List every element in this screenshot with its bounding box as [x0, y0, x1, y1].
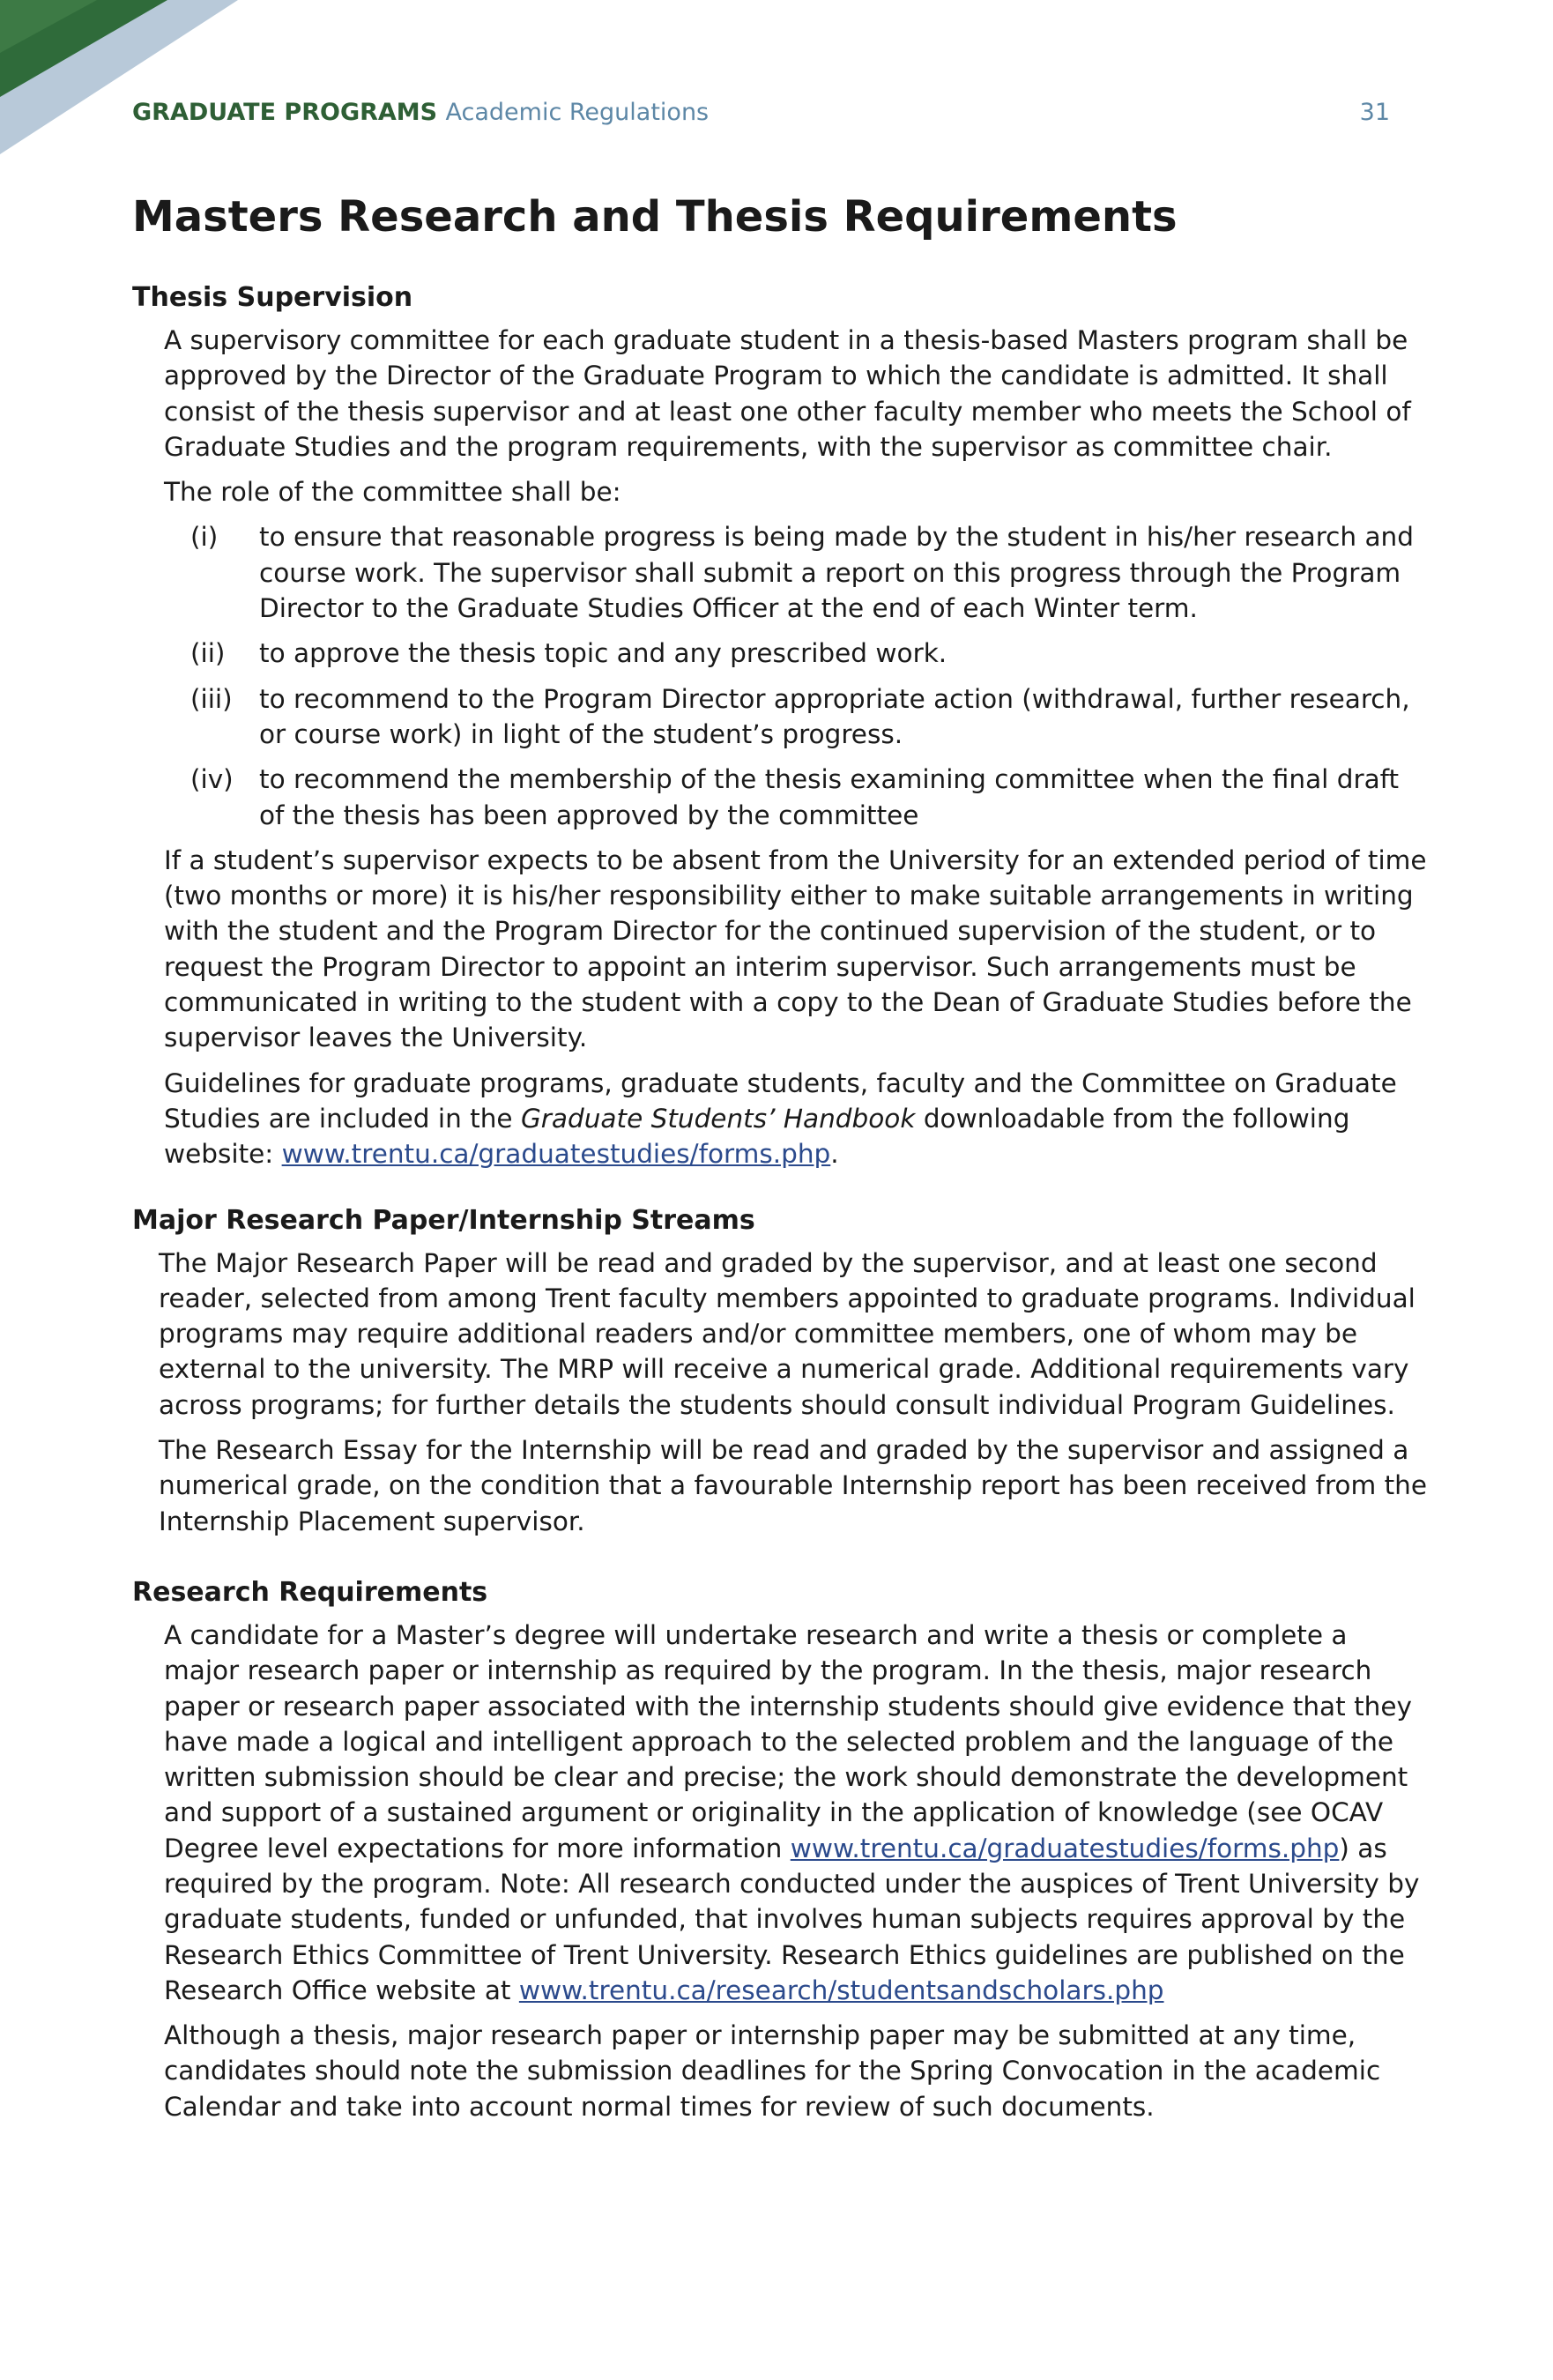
guidelines-text: Guidelines for graduate programs, graduate students, faculty and the Committee on Graduate Studies are included in the — [164, 1067, 1397, 1134]
list-item — [164, 762, 1428, 833]
heading-thesis-supervision: Thesis Supervision — [132, 282, 413, 313]
paragraph: The Major Research Paper will be read and graded by the supervisor, and at least one second reader, selected from among Trent faculty members appointed to graduate programs. Individual programs may require additional readers and/or committee members, one of whom may be external to the university. The MRP will receive a numerical grade. Additional requirements vary across programs; for further details the students should consult individual Program Guidelines. — [159, 1247, 1416, 1420]
list-item-text: to approve the thesis topic and any prescribed work. — [259, 638, 947, 669]
paragraph-guidelines — [164, 1066, 1428, 1172]
list-item-number: (iii) — [190, 683, 233, 714]
research-office-link[interactable]: www.trentu.ca/research/studentsandscholars.php — [518, 1975, 1164, 2005]
list-item — [164, 519, 1428, 626]
research-text: ) as required by the program. Note: All research conducted under the auspices of Trent University by graduate students, funded or unfunded, that involves human subjects requires approval by the Research Ethics Committee of Trent University. Research Ethics guidelines are published on the Research Office website at — [164, 1833, 1420, 2005]
section-research — [132, 1618, 1428, 2124]
section-mrp — [132, 1246, 1428, 1539]
forms-link[interactable]: www.trentu.ca/graduatestudies/forms.php — [790, 1833, 1340, 1863]
list-item — [164, 681, 1428, 753]
heading-mrp: Major Research Paper/Internship Streams — [132, 1204, 755, 1236]
list-item-text: to ensure that reasonable progress is being made by the student in his/her research and course work. The supervisor shall submit a report on this progress through the Program Director to the Graduate Studies Officer at the end of each Winter term. — [259, 522, 1414, 624]
page-content — [132, 192, 1428, 2134]
running-header — [132, 99, 1390, 134]
guidelines-text: downloadable from the following website: — [164, 1103, 1350, 1170]
paragraph: The role of the committee shall be: — [164, 477, 621, 508]
roles-list — [164, 519, 1428, 832]
header-program: GRADUATE PROGRAMS — [132, 99, 438, 126]
heading-research: Research Requirements — [132, 1576, 488, 1608]
page-number: 31 — [1359, 99, 1390, 126]
paragraph: A supervisory committee for each graduate student in a thesis-based Masters program shall be approved by the Director of the Graduate Program to which the candidate is admitted. It shall consist of the thesis supervisor and at least one other faculty member who meets the School of Graduate Studies and the program requirements, with the supervisor as committee chair. — [164, 325, 1411, 462]
section-thesis-supervision — [132, 323, 1428, 1172]
paragraph: Although a thesis, major research paper or internship paper may be submitted at any time, candidates should note the submission deadlines for the Spring Convocation in the academic Calendar and take into account normal times for review of such documents. — [164, 2020, 1381, 2122]
list-item-number: (ii) — [190, 638, 226, 669]
page-title: Masters Research and Thesis Requirements — [132, 192, 1178, 242]
paragraph: The Research Essay for the Internship will be read and graded by the supervisor and assigned a numerical grade, on the condition that a favourable Internship report has been received from the Internship Placement supervisor. — [159, 1435, 1428, 1536]
list-item-number: (i) — [190, 522, 219, 553]
list-item-text: to recommend to the Program Director appropriate action (withdrawal, further research, or course work) in light of the student’s progress. — [259, 683, 1410, 749]
header-section: Academic Regulations — [445, 99, 710, 126]
corner-decoration — [0, 0, 264, 159]
forms-link[interactable]: www.trentu.ca/graduatestudies/forms.php — [281, 1139, 831, 1170]
list-item — [164, 636, 1428, 671]
handbook-title: Graduate Students’ Handbook — [520, 1103, 916, 1134]
paragraph — [164, 1618, 1428, 2008]
list-item-number: (iv) — [190, 764, 234, 795]
list-item-text: to recommend the membership of the thesis examining committee when the final draft of the thesis has been approved by the committee — [259, 764, 1400, 830]
guidelines-end: . — [830, 1139, 839, 1170]
research-text: A candidate for a Master’s degree will undertake research and write a thesis or complete a major research paper or internship as required by the program. In the thesis, major research paper or research paper associated with the internship students should give evidence that they have made a logical and intelligent approach to the selected problem and the language of the written submission should be clear and precise; the work should demonstrate the development and support of a sustained argument or originality in the application of knowledge (see OCAV Degree level expectations for more information — [164, 1619, 1412, 1863]
paragraph: If a student’s supervisor expects to be absent from the University for an extended period of time (two months or more) it is his/her responsibility either to make suitable arrangements in writing with the student and the Program Director for the continued supervision of the student, or to request the Program Director to appoint an interim supervisor. Such arrangements must be communicated in writing to the student with a copy to the Dean of Graduate Studies before the supervisor leaves the University. — [164, 844, 1427, 1053]
